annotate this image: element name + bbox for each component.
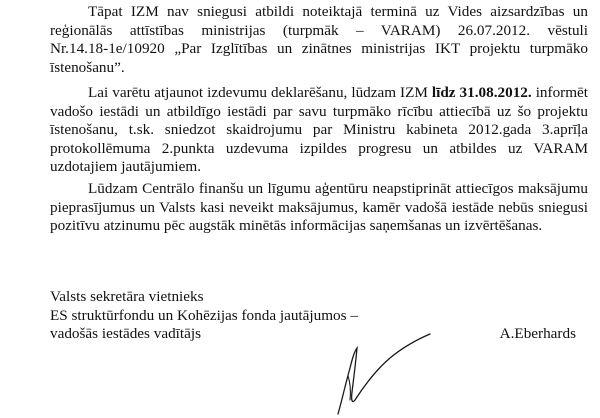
paragraph-izm-no-answer [50,3,588,77]
signatory-title-line: Valsts sekretāra vietnieks [50,288,204,305]
paragraph-line [50,84,588,103]
paragraph-request-izm [50,84,588,177]
paragraph-line: īstenošanu, t.sk. sniedzot skaidrojumu par Ministru kabineta 2012.gada 3.aprīļa [50,121,588,139]
paragraph-line: reģionālās attīstības ministrijas (turpmāk – VARAM) 26.07.2012. vēstuli [50,21,588,39]
signature-block [50,288,588,344]
text-segment: informēt [531,84,588,101]
signatory-name: A.Eberhards [499,325,576,342]
paragraph-line: pieprasījumus un Valsts kasi neveikt maksājumus, kamēr vadošā iestāde nebūs sniegusi [50,198,588,216]
paragraph-line: pozitīvu atzinumu pēc augstāk minētās informācijas saņemšanas un izvērtēšanas. [50,217,543,235]
handwritten-signature [330,330,440,416]
paragraph-line: uzdotajiem jautājumiem. [50,158,201,176]
paragraph-line: Nr.14.18-1e/10920 „Par Izglītības un zinātnes ministrijas IKT projektu turpmāko [50,40,588,58]
deadline-date: līdz 31.08.2012. [431,84,532,101]
text-segment: Lai varētu atjaunot izdevumu deklarēšanu, lūdzam IZM [88,84,432,101]
paragraph-line: Tāpat IZM nav sniegusi atbildi noteiktajā terminā uz Vides aizsardzības un [88,3,588,20]
paragraph-line: protokollēmuma 2.punkta uzdevuma izpildes progresu un atbildes uz VARAM [50,139,588,157]
signatory-title-line: vadošās iestādes vadītājs [50,325,201,343]
paragraph-line: Lūdzam Centrālo finanšu un līgumu aģentūru neapstiprināt attiecīgos maksājumu [88,180,588,197]
paragraph-line: īstenošanu”. [50,58,125,76]
paragraph-line: vadošo iestādi un atbildīgo iestādi par savu turpmāko rīcību attiecībā uz šo projektu [50,102,588,120]
signatory-title-line: ES struktūrfondu un Kohēzijas fonda jautājumos – [50,306,358,324]
paragraph-request-cfla [50,180,588,236]
